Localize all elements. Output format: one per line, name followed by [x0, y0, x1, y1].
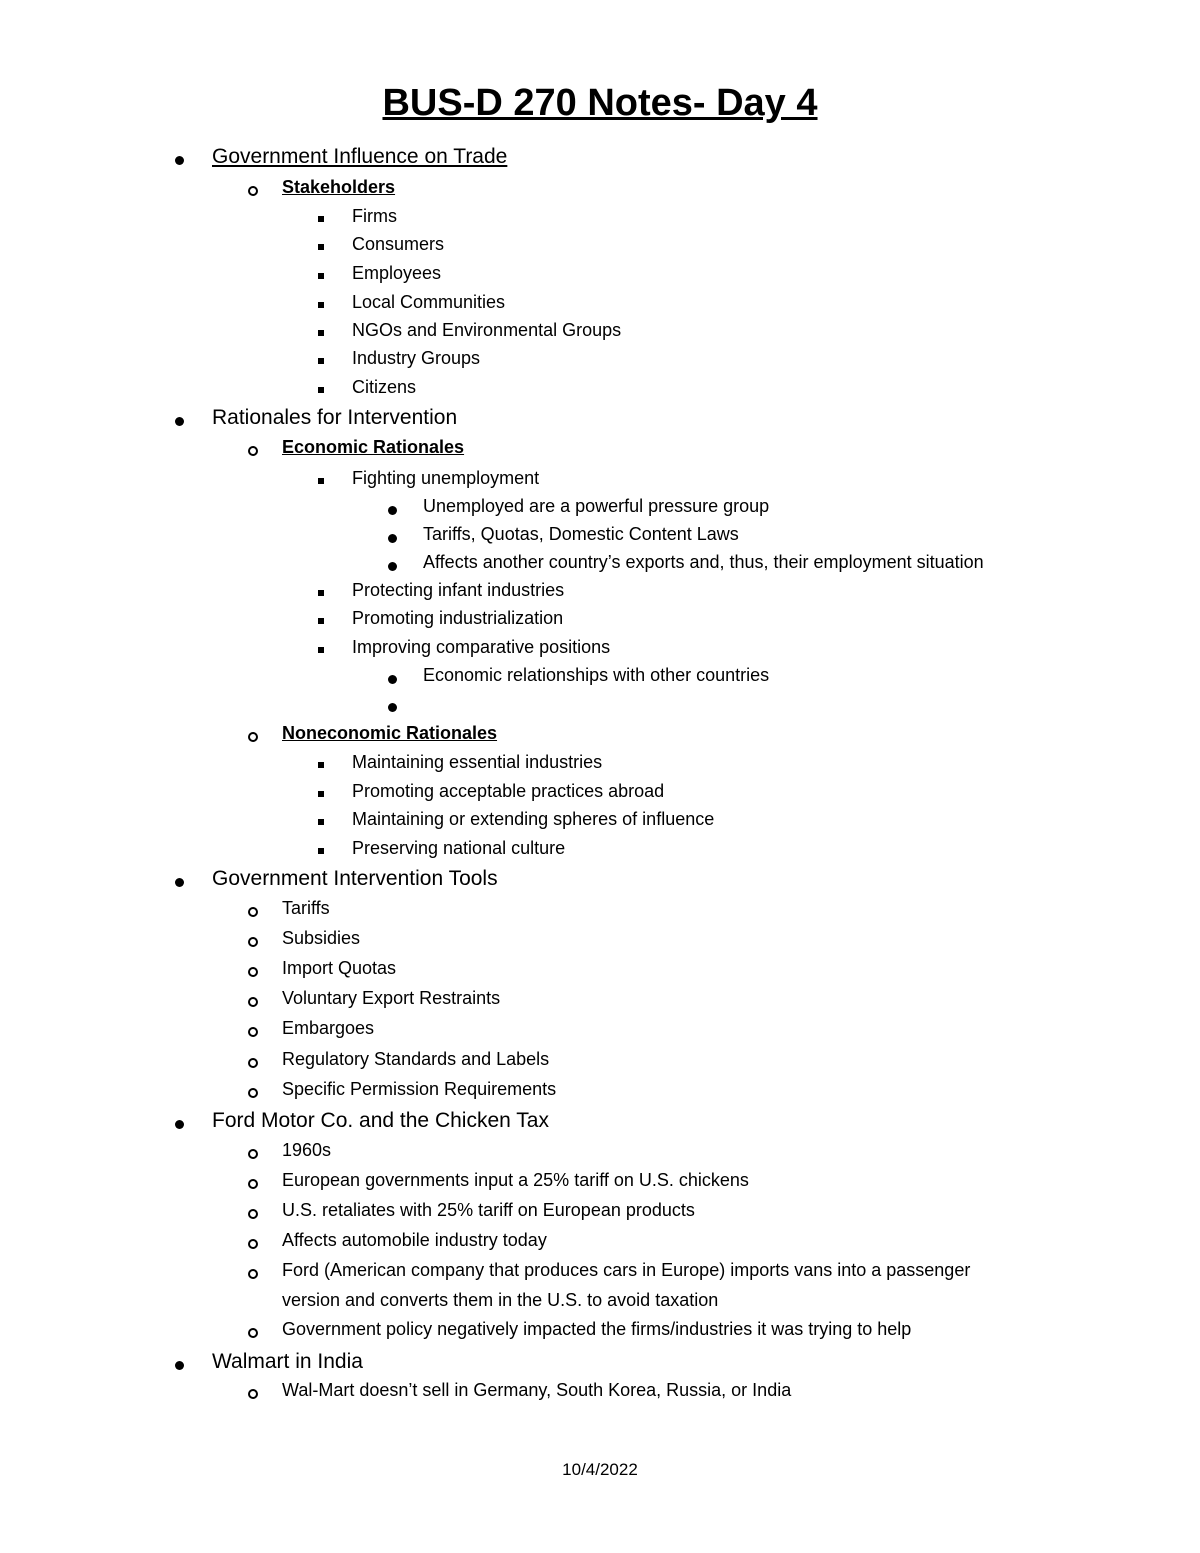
- bullet-circle-icon: [248, 1088, 258, 1098]
- outline-item-text: Wal-Mart doesn’t sell in Germany, South Korea, Russia, or India: [282, 1380, 792, 1400]
- outline-item-text: Voluntary Export Restraints: [282, 988, 501, 1008]
- bullet-square-icon: [318, 791, 324, 797]
- bullet-circle-icon: [248, 732, 258, 742]
- outline-item-text: Embargoes: [282, 1018, 375, 1038]
- bullet-circle-icon: [248, 997, 258, 1007]
- bullet-square-icon: [318, 387, 324, 393]
- outline-item-text: Maintaining essential industries: [352, 752, 603, 772]
- outline-item-text: Subsidies: [282, 928, 361, 948]
- outline-item-text: Promoting industrialization: [352, 608, 564, 628]
- page-title: BUS-D 270 Notes- Day 4: [382, 82, 818, 124]
- bullet-circle-icon: [248, 1389, 258, 1399]
- bullet-square-icon: [318, 647, 324, 653]
- bullet-circle-icon: [248, 186, 258, 196]
- outline-item-text: Ford (American company that produces cars in Europe) imports vans into a passenger: [282, 1260, 971, 1280]
- bullet-square-icon: [318, 273, 324, 279]
- outline-item-text: version and converts them in the U.S. to avoid taxation: [282, 1290, 719, 1310]
- bullet-circle-icon: [248, 1328, 258, 1338]
- outline-item-text: Affects automobile industry today: [282, 1230, 547, 1250]
- outline-item-text: Industry Groups: [352, 348, 481, 368]
- bullet-square-icon: [318, 216, 324, 222]
- outline-item-text: NGOs and Environmental Groups: [352, 320, 622, 340]
- bullet-circle-icon: [248, 937, 258, 947]
- outline-item-text: Fighting unemployment: [352, 468, 540, 488]
- bullet-circle-icon: [248, 1179, 258, 1189]
- outline-item-text: Specific Permission Requirements: [282, 1079, 557, 1099]
- bullet-circle-icon: [248, 1027, 258, 1037]
- outline-item-text: Local Communities: [352, 292, 506, 312]
- outline-item-text: Tariffs: [282, 898, 330, 918]
- bullet-dot-icon: [175, 156, 184, 165]
- outline-item-text: Economic relationships with other countries: [423, 665, 770, 685]
- bullet-circle-icon: [248, 1269, 258, 1279]
- bullet-dot-icon: [175, 417, 184, 426]
- outline-item-text: Improving comparative positions: [352, 637, 611, 657]
- bullet-square-icon: [318, 848, 324, 854]
- outline-item-text: Maintaining or extending spheres of influence: [352, 809, 715, 829]
- outline-item-text: Import Quotas: [282, 958, 397, 978]
- bullet-square-icon: [318, 244, 324, 250]
- bullet-square-icon: [318, 762, 324, 768]
- outline-item-text: Affects another country’s exports and, thus, their employment situation: [423, 552, 984, 572]
- outline-item-text: Protecting infant industries: [352, 580, 565, 600]
- bullet-dot-icon: [175, 1361, 184, 1370]
- bullet-square-icon: [318, 618, 324, 624]
- bullet-dot-icon: [388, 562, 397, 571]
- outline-item-text: European governments input a 25% tariff on U.S. chickens: [282, 1170, 749, 1190]
- bullet-circle-icon: [248, 446, 258, 456]
- bullet-dot-icon: [388, 675, 397, 684]
- outline-item-text: Rationales for Intervention: [212, 406, 458, 429]
- outline-item-text: Ford Motor Co. and the Chicken Tax: [212, 1109, 549, 1132]
- outline-item-text: Employees: [352, 263, 442, 283]
- bullet-circle-icon: [248, 1209, 258, 1219]
- outline-item-text: Stakeholders: [282, 177, 396, 197]
- outline-item-text: Government policy negatively impacted the firms/industries it was trying to help: [282, 1319, 912, 1339]
- outline-item-text: Tariffs, Quotas, Domestic Content Laws: [423, 524, 739, 544]
- outline-item-text: Government Intervention Tools: [212, 867, 498, 890]
- bullet-dot-icon: [388, 506, 397, 515]
- outline-item-text: Walmart in India: [212, 1350, 363, 1373]
- bullet-square-icon: [318, 819, 324, 825]
- bullet-dot-icon: [388, 534, 397, 543]
- bullet-square-icon: [318, 590, 324, 596]
- bullet-dot-icon: [388, 703, 397, 712]
- outline-item-text: Unemployed are a powerful pressure group: [423, 496, 770, 516]
- bullet-square-icon: [318, 302, 324, 308]
- bullet-circle-icon: [248, 1058, 258, 1068]
- bullet-square-icon: [318, 330, 324, 336]
- bullet-circle-icon: [248, 907, 258, 917]
- bullet-dot-icon: [175, 878, 184, 887]
- outline-item-text: Preserving national culture: [352, 838, 566, 858]
- outline-item-text: Noneconomic Rationales: [282, 723, 498, 743]
- outline-item-text: Firms: [352, 206, 397, 226]
- outline-item-text: 1960s: [282, 1140, 332, 1160]
- bullet-dot-icon: [175, 1120, 184, 1129]
- outline-item-text: Citizens: [352, 377, 417, 397]
- outline-item-text: Economic Rationales: [282, 437, 465, 457]
- bullet-circle-icon: [248, 1149, 258, 1159]
- outline-item-text: Consumers: [352, 234, 445, 254]
- footer-date: 10/4/2022: [562, 1460, 638, 1479]
- bullet-square-icon: [318, 358, 324, 364]
- bullet-circle-icon: [248, 967, 258, 977]
- outline-item-text: Regulatory Standards and Labels: [282, 1049, 550, 1069]
- bullet-circle-icon: [248, 1239, 258, 1249]
- outline-item-text: Promoting acceptable practices abroad: [352, 781, 665, 801]
- outline-item-text: U.S. retaliates with 25% tariff on European products: [282, 1200, 695, 1220]
- outline-item-text: Government Influence on Trade: [212, 145, 508, 168]
- bullet-square-icon: [318, 478, 324, 484]
